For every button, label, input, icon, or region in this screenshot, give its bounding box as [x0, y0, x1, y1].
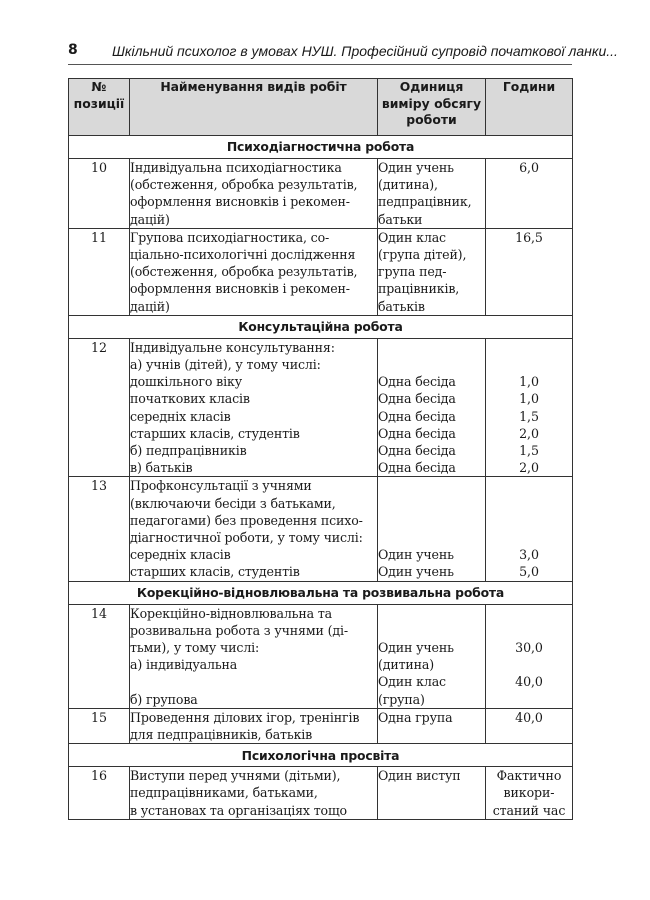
row-number: 12 [69, 338, 130, 477]
table-row [69, 708, 573, 743]
hours-value: 6,0 [519, 160, 539, 175]
description-line: б) педпрацівників [130, 443, 247, 459]
row-number: 13 [69, 477, 130, 581]
hours-value: 40,0 [515, 674, 543, 690]
description-line: дацій) [130, 298, 170, 314]
row-description [130, 159, 378, 229]
hours-value: викори- [503, 785, 555, 801]
table-row [69, 604, 573, 708]
table-row [69, 477, 573, 581]
description-line: старших класів, студентів [130, 425, 300, 441]
column-header-position: № позиції [69, 79, 130, 136]
description-line: в) батьків [130, 460, 193, 476]
row-number: 15 [69, 708, 130, 743]
section-title-psychodiagnostics: Психодіагностична робота [69, 136, 573, 159]
row-description [130, 708, 378, 743]
description-line: Групова психодіагностика, со- [130, 229, 330, 245]
row-description [130, 767, 378, 820]
description-line: Проведення ділових ігор, тренінгів [130, 709, 360, 725]
unit-line: Один клас [378, 229, 446, 245]
description-line: Індивідуальне консультування: [130, 339, 335, 355]
unit-line: Одна бесіда [378, 425, 456, 441]
table-row [69, 767, 573, 820]
description-line: середніх класів [130, 547, 231, 563]
table-row [69, 338, 573, 477]
description-line: розвивальна робота з учнями (ді- [130, 622, 348, 638]
unit-line: Одна бесіда [378, 391, 456, 407]
hours-value: станий час [492, 802, 566, 818]
row-unit [378, 228, 486, 315]
page-header [68, 36, 618, 65]
row-unit [378, 708, 486, 743]
description-line: а) учнів (дітей), у тому числі: [130, 357, 321, 373]
hours-value: 3,0 [519, 547, 539, 563]
column-header-work-type: Найменування видів робіт [130, 79, 378, 136]
row-hours [486, 159, 573, 229]
description-line: в установах та організаціях тощо [130, 802, 347, 818]
table-row [69, 159, 573, 229]
row-number: 11 [69, 228, 130, 315]
section-row [69, 581, 573, 604]
hours-value: 40,0 [515, 709, 543, 725]
description-line: тьми), у тому числі: [130, 640, 260, 656]
description-line: дацій) [130, 211, 170, 227]
description-line: дошкільного віку [130, 374, 242, 390]
column-header-hours: Години [486, 79, 573, 136]
description-line: педагогами) без проведення психо- [130, 512, 363, 528]
description-line: оформлення висновків і рекомен- [130, 281, 350, 297]
unit-line: батьки [378, 211, 423, 227]
description-line: а) індивідуальна [130, 657, 238, 673]
unit-line: Один учень [378, 547, 454, 563]
row-hours [486, 338, 573, 477]
description-line: Профконсультації з учнями [130, 478, 312, 494]
row-description [130, 477, 378, 581]
description-line: для педпрацівників, батьків [130, 727, 313, 743]
column-header-unit: Одиниця виміру обсягу роботи [378, 79, 486, 136]
row-number: 10 [69, 159, 130, 229]
hours-value: 1,0 [519, 374, 539, 390]
description-line: Корекційно-відновлювальна та [130, 605, 333, 621]
unit-line: Одна група [378, 709, 453, 725]
description-line: оформлення висновків і рекомен- [130, 194, 350, 210]
row-unit [378, 477, 486, 581]
section-title-education: Психологічна просвіта [69, 744, 573, 767]
section-title-correctional: Корекційно-відновлювальна та розвивальна робота [69, 581, 573, 604]
description-line: початкових класів [130, 391, 250, 407]
hours-value: 16,5 [515, 229, 543, 245]
unit-line: Один учень [378, 564, 454, 580]
unit-line: Одна бесіда [378, 460, 456, 476]
unit-line: (група дітей), [378, 247, 467, 263]
row-hours [486, 228, 573, 315]
unit-line: педпрацівник, [378, 194, 472, 210]
hours-value: 2,0 [519, 460, 539, 476]
hours-value: 1,5 [519, 443, 539, 459]
description-line: (обстеження, обробка результатів, [130, 264, 358, 280]
unit-line: Один учень [378, 640, 454, 656]
row-description [130, 338, 378, 477]
description-line: старших класів, студентів [130, 564, 300, 580]
row-hours [486, 708, 573, 743]
description-line: (обстеження, обробка результатів, [130, 177, 358, 193]
hours-value: 2,0 [519, 425, 539, 441]
section-row [69, 136, 573, 159]
row-unit [378, 159, 486, 229]
row-description [130, 604, 378, 708]
row-unit [378, 767, 486, 820]
row-description [130, 228, 378, 315]
hours-value: 5,0 [519, 564, 539, 580]
row-hours [486, 477, 573, 581]
description-line: педпрацівниками, батьками, [130, 785, 318, 801]
row-number: 14 [69, 604, 130, 708]
page-number: 8 [68, 42, 78, 58]
row-unit [378, 338, 486, 477]
unit-line: Одна бесіда [378, 443, 456, 459]
unit-line: працівників, [378, 281, 460, 297]
unit-line: група пед- [378, 264, 447, 280]
section-row [69, 744, 573, 767]
table-header-row [69, 79, 573, 136]
unit-line: Один виступ [378, 768, 461, 784]
running-title: Шкільний психолог в умовах НУШ. Професійний супровід початкової ланки... [112, 43, 618, 59]
description-line: Індивідуальна психодіагностика [130, 160, 342, 175]
section-row [69, 315, 573, 338]
description-line: середніх класів [130, 408, 231, 424]
unit-line: (дитина), [378, 177, 438, 193]
description-line: Виступи перед учнями (дітьми), [130, 768, 341, 784]
unit-line: батьків [378, 298, 425, 314]
description-line: діагностичної роботи, у тому числі: [130, 530, 363, 546]
unit-line: (група) [378, 691, 425, 707]
row-number: 16 [69, 767, 130, 820]
unit-line: Один клас [378, 674, 446, 690]
hours-value: Фактично [496, 768, 562, 784]
section-title-consulting: Консультаційна робота [69, 315, 573, 338]
hours-value: 1,5 [519, 408, 539, 424]
work-norms-table [68, 78, 573, 820]
table-row [69, 228, 573, 315]
description-line: (включаючи бесіди з батьками, [130, 495, 336, 511]
row-hours [486, 604, 573, 708]
row-hours [486, 767, 573, 820]
unit-line: (дитина) [378, 657, 435, 673]
unit-line: Одна бесіда [378, 374, 456, 390]
hours-value: 1,0 [519, 391, 539, 407]
unit-line: Один учень [378, 160, 454, 175]
unit-line: Одна бесіда [378, 408, 456, 424]
hours-value: 30,0 [515, 640, 543, 656]
row-unit [378, 604, 486, 708]
description-line: ціально-психологічні дослідження [130, 247, 356, 263]
description-line: б) групова [130, 691, 198, 707]
